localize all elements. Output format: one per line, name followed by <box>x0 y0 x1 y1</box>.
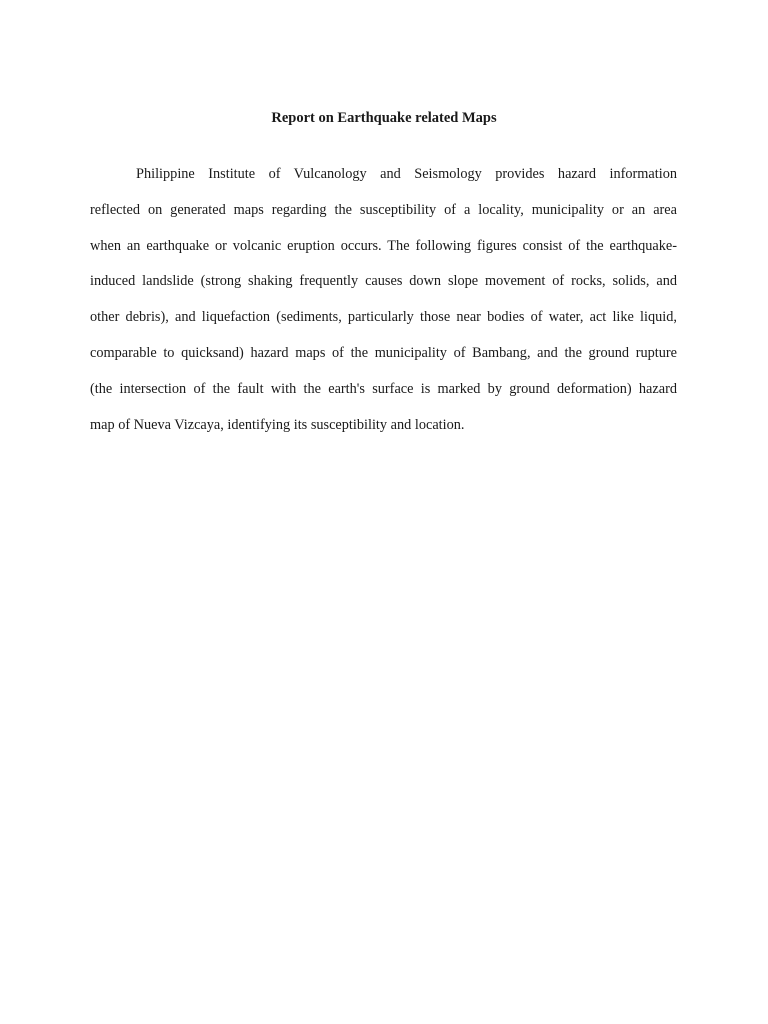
paragraph-line: Philippine Institute of Vulcanology and Seismology provides hazard information <box>136 166 677 182</box>
document-title: Report on Earthquake related Maps <box>271 110 497 126</box>
paragraph-line: comparable to quicksand) hazard maps of the municipality of Bambang, and the ground rupture <box>90 344 677 361</box>
paragraph-line: induced landslide (strong shaking frequently causes down slope movement of rocks, solids, and <box>90 273 677 290</box>
paragraph-line: when an earthquake or volcanic eruption occurs. The following figures consist of the earthquake- <box>90 237 677 254</box>
paragraph-line: map of Nueva Vizcaya, identifying its susceptibility and location. <box>90 416 465 433</box>
paragraph-line: other debris), and liquefaction (sediments, particularly those near bodies of water, act like liquid, <box>90 309 677 326</box>
paragraph-line: reflected on generated maps regarding the susceptibility of a locality, municipality or an area <box>90 201 677 218</box>
paragraph-line: (the intersection of the fault with the earth's surface is marked by ground deformation) hazard <box>90 380 677 397</box>
body-paragraph <box>90 157 677 443</box>
